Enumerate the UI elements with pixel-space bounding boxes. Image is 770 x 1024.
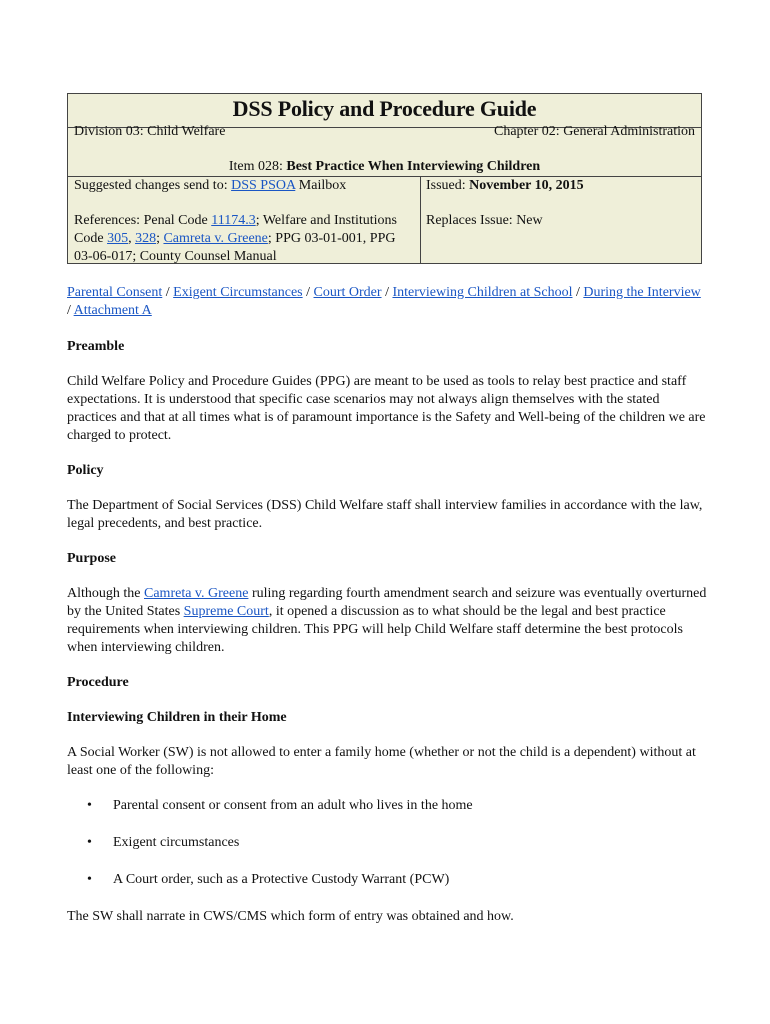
camreta-ref-link[interactable]: Camreta v. Greene (163, 231, 268, 246)
section-nav-links: Parental Consent / Exigent Circumstances / Court Order / Interviewing Children at School / During the Interview / Attachment A (67, 285, 701, 318)
nav-link-attachment-a[interactable]: Attachment A (73, 303, 152, 318)
item-title: Best Practice When Interviewing Children (286, 159, 541, 174)
preamble-text: Child Welfare Policy and Procedure Guides (PPG) are meant to be used as tools to relay best practice and staff expectations. It is understood that specific case scenarios may not always align themselves with the stated practices and that at all times what is of paramount importance is the Safety and Well-being of the children we are charged to protect. (67, 374, 706, 443)
preamble-heading: Preamble (67, 339, 125, 354)
replaces-issue: Replaces Issue: New (426, 213, 543, 228)
column-divider (420, 176, 421, 263)
suggested-changes: Suggested changes send to: DSS PSOA Mailbox (74, 178, 347, 193)
purpose-heading: Purpose (67, 551, 116, 566)
purpose-text: Although the Camreta v. Greene ruling regarding fourth amendment search and seizure was eventually overturned by the United States Supreme Court, it opened a discussion as to what should be the legal and best practice requirements when interviewing children. This PPG will help Child Welfare staff determine the best protocols when interviewing children. (67, 586, 707, 655)
left-info-cell (74, 177, 414, 266)
division-label: Division 03: Child Welfare (74, 124, 226, 139)
procedure-subheading: Interviewing Children in their Home (67, 710, 287, 725)
wic-305-link[interactable]: 305 (107, 231, 129, 246)
procedure-closing: The SW shall narrate in CWS/CMS which form of entry was obtained and how. (67, 909, 514, 924)
nav-link-parental-consent[interactable]: Parental Consent (67, 285, 163, 300)
item-prefix: Item 028: (228, 159, 287, 174)
penal-code-link[interactable]: 11174.3 (211, 213, 256, 228)
references: References: Penal Code 11174.3; Welfare and Institutions Code 305, 328; Camreta v. Greene; PPG 03-01-001, PPG 03-06-017; County Counsel Manual (74, 213, 398, 264)
issued-date: Issued: November 10, 2015 (426, 178, 584, 193)
nav-link-during-interview[interactable]: During the Interview (583, 285, 701, 300)
wic-328-link[interactable]: 328 (135, 231, 157, 246)
policy-text: The Department of Social Services (DSS) Child Welfare staff shall interview families in accordance with the law, legal precedents, and best practice. (67, 498, 703, 531)
camreta-link[interactable]: Camreta v. Greene (144, 586, 249, 601)
nav-link-court-order[interactable]: Court Order (313, 285, 382, 300)
list-item: • A Court order, such as a Protective Custody Warrant (PCW) (67, 871, 707, 889)
procedure-intro: A Social Worker (SW) is not allowed to enter a family home (whether or not the child is a dependent) without at least one of the following: (67, 745, 696, 778)
entry-requirements-list (67, 797, 707, 889)
supreme-court-link[interactable]: Supreme Court (183, 604, 269, 619)
right-info-cell (426, 177, 696, 230)
policy-heading: Policy (67, 463, 104, 478)
procedure-heading: Procedure (67, 675, 129, 690)
dss-psoa-link[interactable]: DSS PSOA (231, 178, 296, 193)
chapter-label: Chapter 02: General Administration (493, 124, 695, 139)
nav-link-exigent-circumstances[interactable]: Exigent Circumstances (173, 285, 303, 300)
document-body (67, 284, 707, 926)
list-item: • Exigent circumstances (67, 834, 707, 852)
item-line (68, 159, 701, 175)
policy-header-box (67, 93, 702, 264)
document-title: DSS Policy and Procedure Guide (232, 96, 537, 121)
nav-link-interviewing-at-school[interactable]: Interviewing Children at School (392, 285, 573, 300)
list-item: • Parental consent or consent from an adult who lives in the home (67, 797, 707, 815)
